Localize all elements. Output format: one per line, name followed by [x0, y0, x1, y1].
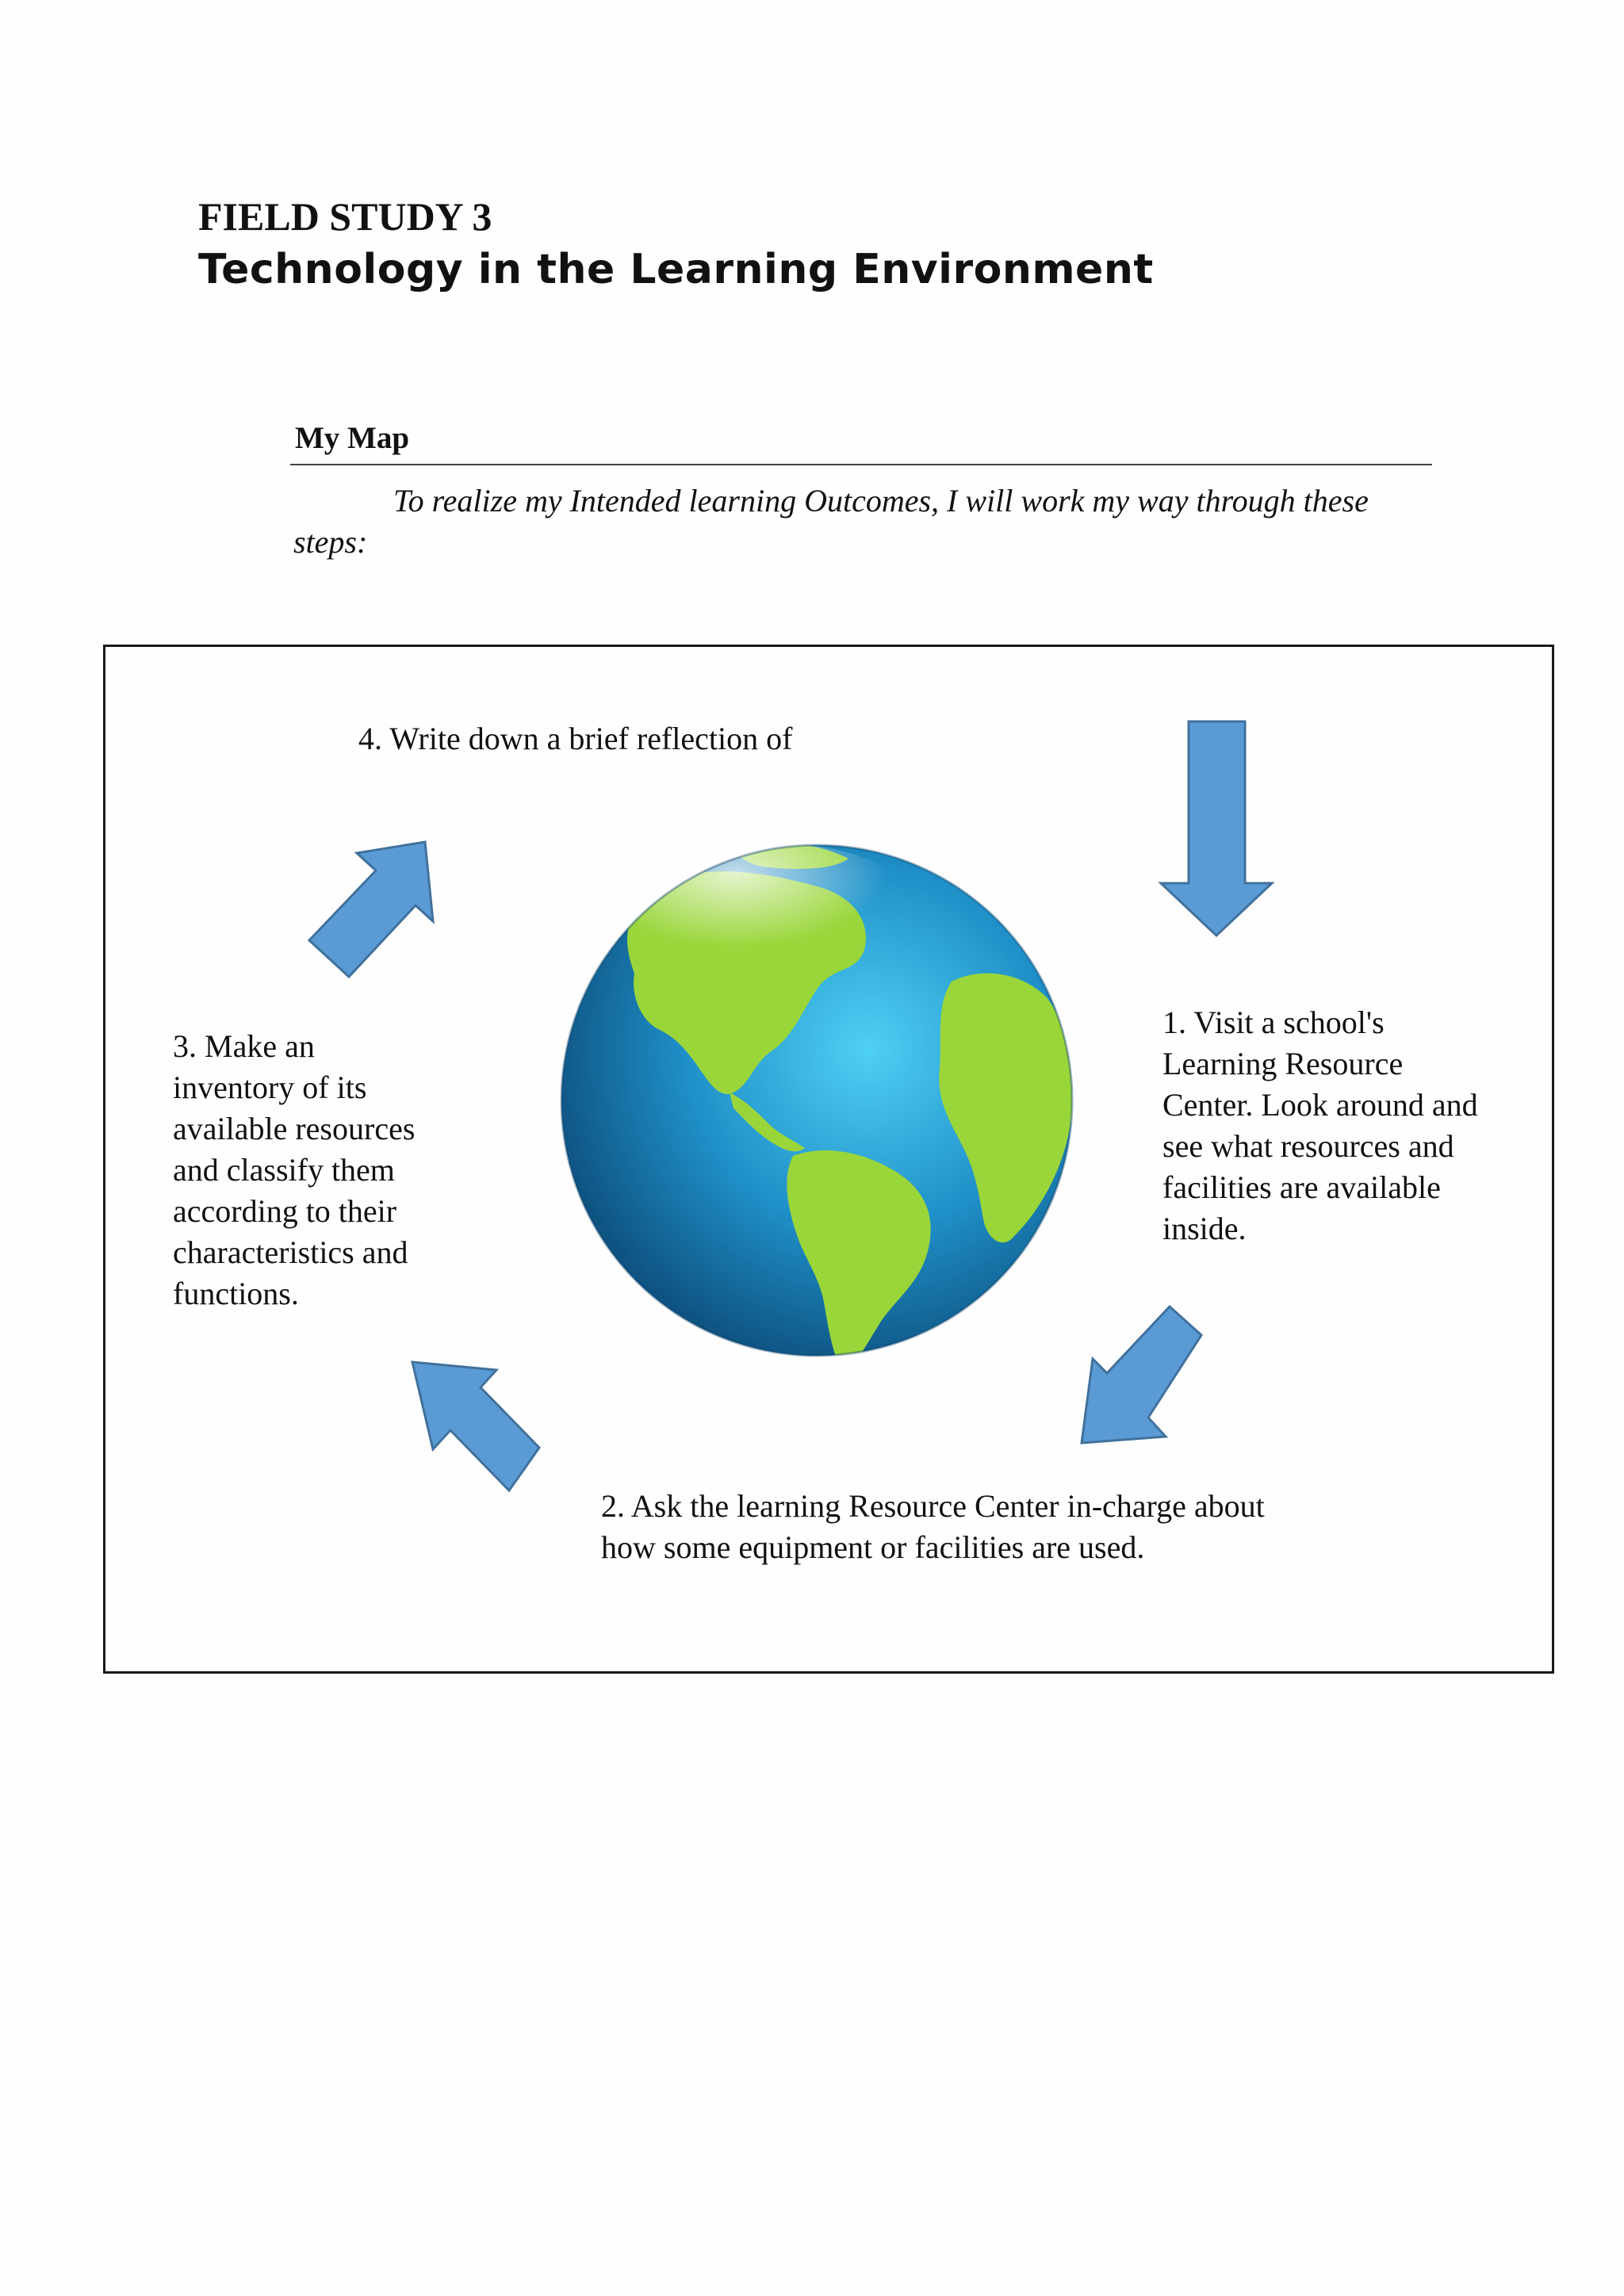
globe-icon [555, 839, 1078, 1362]
step-3-text: 3. Make an inventory of its available resources and classify them according to their characteristics and functions. [173, 1028, 416, 1311]
course-code: FIELD STUDY 3 [198, 194, 492, 239]
step-1-text: 1. Visit a school's Learning Resource Center. Look around and see what resources and facilities are available inside. [1162, 1004, 1478, 1246]
arrow-down-icon [1159, 720, 1274, 938]
step-4-text: 4. Write down a brief reflection of [358, 721, 793, 756]
intro-text: To realize my Intended learning Outcomes, I will work my way through these steps: [293, 483, 1369, 560]
arrow-up-left-icon [411, 1360, 542, 1495]
step-2-text: 2. Ask the learning Resource Center in-charge about how some equipment or facilities are used. [601, 1488, 1265, 1565]
section-divider [290, 464, 1432, 465]
course-title: Technology in the Learning Environment [198, 246, 1154, 293]
section-heading: My Map [295, 421, 410, 455]
arrow-down-left-icon [1072, 1305, 1207, 1448]
arrow-up-right-icon [308, 840, 435, 979]
